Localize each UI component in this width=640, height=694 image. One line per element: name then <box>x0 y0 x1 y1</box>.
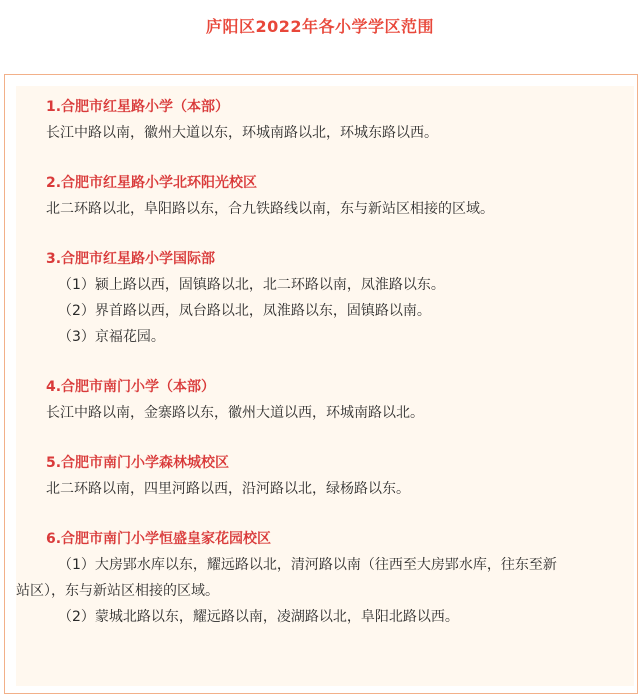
section-text: （2）界首路以西，凤台路以北，凤淮路以东，固镇路以南。 <box>58 303 431 319</box>
section-text: 长江中路以南，金寨路以东，徽州大道以西，环城南路以北。 <box>46 405 424 421</box>
section-title: 4.合肥市南门小学（本部） <box>46 379 216 395</box>
section-text: （1）大房郢水库以东，耀远路以北，清河路以南（往西至大房郢水库，往东至新 <box>58 557 557 573</box>
section-title: 5.合肥市南门小学森林城校区 <box>46 455 230 471</box>
school-section-3 <box>46 246 616 350</box>
section-text: 站区），东与新站区相接的区域。 <box>16 583 219 599</box>
section-title: 6.合肥市南门小学恒盛皇家花园校区 <box>46 531 272 547</box>
section-text: 长江中路以南，徽州大道以东，环城南路以北，环城东路以西。 <box>46 125 438 141</box>
section-text: （2）蒙城北路以东，耀远路以南，凌湖路以北，阜阳北路以西。 <box>58 609 459 625</box>
section-title: 1.合肥市红星路小学（本部） <box>46 99 230 115</box>
school-section-5 <box>46 450 616 502</box>
school-section-1 <box>46 94 616 146</box>
page-title: 庐阳区2022年各小学学区范围 <box>205 17 435 36</box>
section-title: 2.合肥市红星路小学北环阳光校区 <box>46 175 258 191</box>
section-text: 北二环路以北，阜阳路以东，合九铁路线以南，东与新站区相接的区域。 <box>46 201 494 217</box>
section-title: 3.合肥市红星路小学国际部 <box>46 251 216 267</box>
school-section-6 <box>16 526 616 630</box>
section-text: 北二环路以南，四里河路以西，沿河路以北，绿杨路以东。 <box>46 481 410 497</box>
content-panel <box>16 86 634 686</box>
section-text: （3）京福花园。 <box>58 329 165 345</box>
section-text: （1）颍上路以西，固镇路以北，北二环路以南，凤淮路以东。 <box>58 277 445 293</box>
school-section-4 <box>46 374 616 426</box>
school-section-2 <box>46 170 616 222</box>
